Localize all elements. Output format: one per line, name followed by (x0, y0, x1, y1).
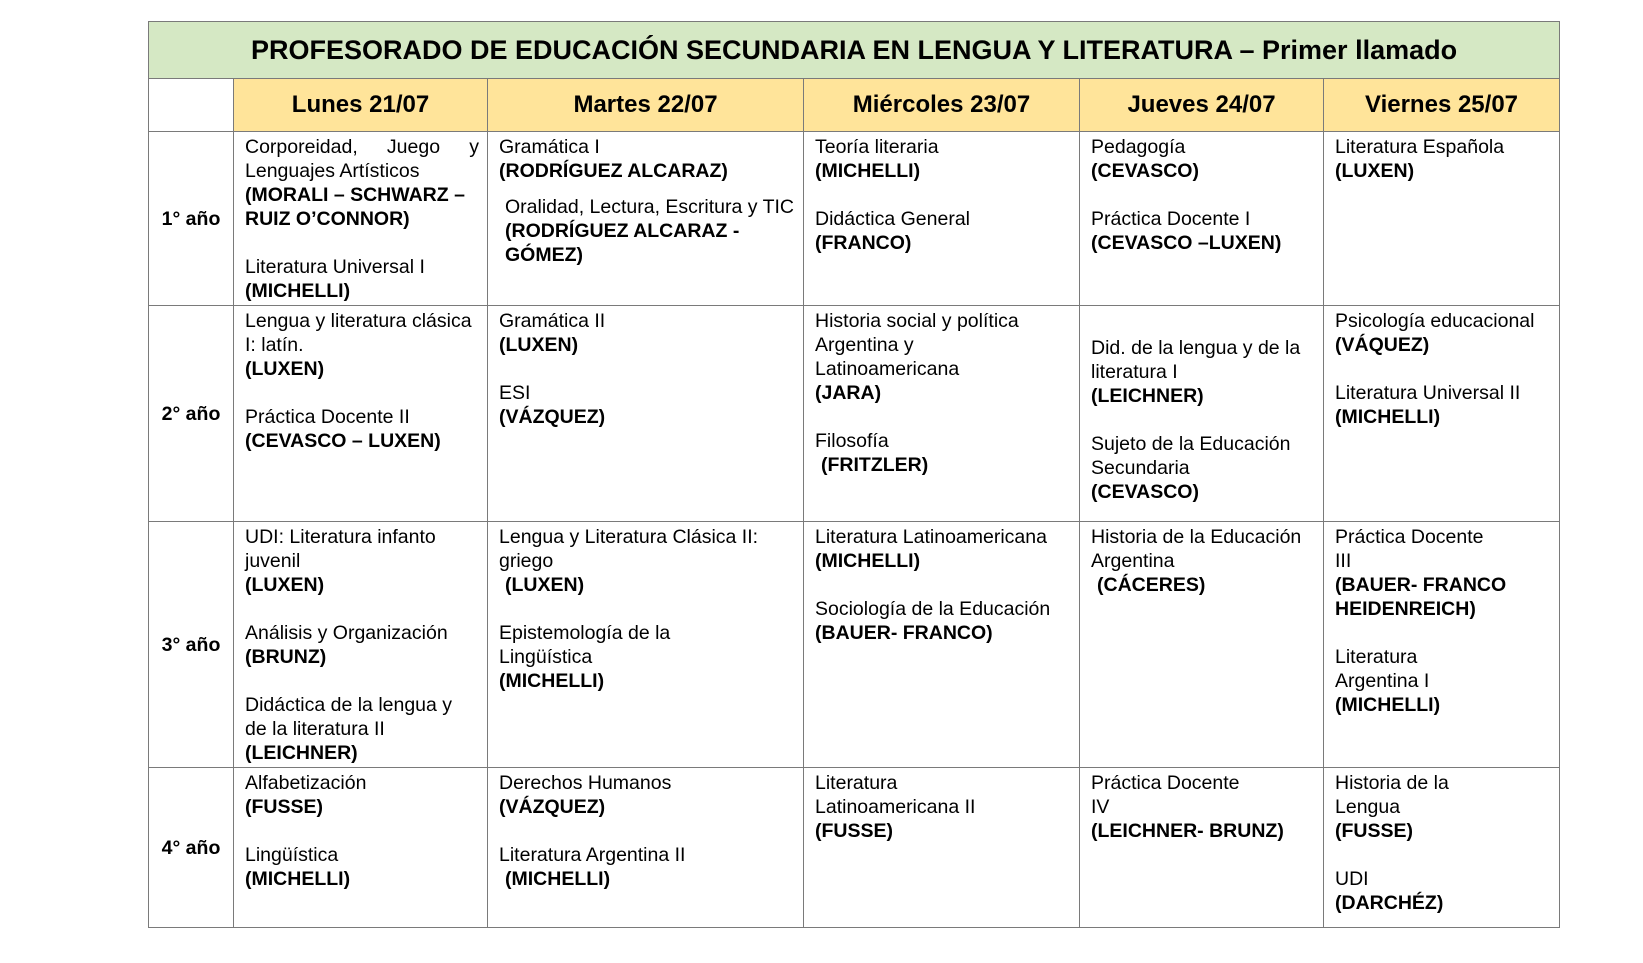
professor-name: (MICHELLI) (815, 550, 921, 572)
day-header-row (149, 79, 1560, 132)
subject-name: Psicología educacional (1335, 310, 1535, 332)
subject-name: Literatura Española (1335, 136, 1505, 158)
subject-name: Didáctica de la lengua y de la literatura II (245, 694, 453, 740)
professor-name: (MICHELLI) (245, 868, 351, 890)
subject-name: Did. de la lengua y de la literatura I (1091, 337, 1301, 383)
subject-name: Sociología de la Educación (815, 598, 1051, 620)
professor-name: (MORALI – SCHWARZ – RUIZ O’CONNOR) (245, 184, 465, 230)
professor-name: (LEICHNER) (1091, 385, 1204, 407)
schedule-cell-friday (1324, 522, 1560, 768)
professor-name: (LUXEN) (245, 574, 325, 596)
subject-name: Historia de la Lengua (1335, 772, 1449, 818)
schedule-cell-monday (234, 522, 488, 768)
year-label: 2° año (149, 306, 234, 522)
year-row-2 (149, 306, 1560, 522)
day-header-wednesday: Miércoles 23/07 (804, 79, 1080, 132)
subject-name: UDI (1335, 868, 1369, 890)
schedule-cell-thursday (1080, 132, 1324, 306)
schedule-cell-thursday (1080, 306, 1324, 522)
subject-name: Sujeto de la Educación Secundaria (1091, 433, 1291, 479)
professor-name: (DARCHÉZ) (1335, 892, 1444, 914)
professor-name: (RODRÍGUEZ ALCARAZ - GÓMEZ) (505, 220, 740, 266)
subject-name: Lengua y Literatura Clásica II: griego (499, 526, 759, 572)
professor-name: (LUXEN) (499, 334, 579, 356)
corner-cell (149, 79, 234, 132)
schedule-title: PROFESORADO DE EDUCACIÓN SECUNDARIA EN LENGUA Y LITERATURA – Primer llamado (149, 22, 1560, 79)
professor-name: (CEVASCO –LUXEN) (1091, 232, 1282, 254)
subject-name: Práctica Docente I (1091, 208, 1251, 230)
subject-name: Literatura Latinoamericana (815, 526, 1047, 548)
subject-name: Teoría literaria (815, 136, 939, 158)
professor-name: (LUXEN) (245, 358, 325, 380)
subject-name: Alfabetización (245, 772, 367, 794)
subject-name: Práctica Docente III (1335, 526, 1484, 572)
subject-name: Gramática II (499, 310, 606, 332)
schedule-cell-tuesday (488, 132, 804, 306)
schedule-cell-monday (234, 306, 488, 522)
professor-name: (FUSSE) (815, 820, 893, 842)
subject-name: Literatura Universal I (245, 256, 425, 278)
schedule-cell-friday (1324, 768, 1560, 928)
professor-name: (VÁZQUEZ) (499, 796, 606, 818)
professor-name: (MICHELLI) (1335, 694, 1441, 716)
schedule-cell-wednesday (804, 768, 1080, 928)
schedule-cell-friday (1324, 306, 1560, 522)
schedule-cell-monday (234, 768, 488, 928)
professor-name: (FRANCO) (815, 232, 912, 254)
professor-name: (LUXEN) (1335, 160, 1415, 182)
subject-name: Oralidad, Lectura, Escritura y TIC (505, 196, 794, 218)
year-label: 1° año (149, 132, 234, 306)
schedule-cell-wednesday (804, 306, 1080, 522)
subject-name: Lengua y literatura clásica I: latín. (245, 310, 472, 356)
subject-name: Historia de la Educación Argentina (1091, 526, 1302, 572)
subject-name: Pedagogía (1091, 136, 1186, 158)
schedule-cell-wednesday (804, 132, 1080, 306)
subject-name: UDI: Literatura infanto juvenil (245, 526, 436, 572)
subject-name: ESI (499, 382, 531, 404)
year-row-1 (149, 132, 1560, 306)
professor-name: (MICHELLI) (815, 160, 921, 182)
professor-name: (LEICHNER) (245, 742, 358, 764)
professor-name: (MICHELLI) (245, 280, 351, 302)
professor-name: (MICHELLI) (505, 868, 611, 890)
professor-name: (CEVASCO) (1091, 481, 1199, 503)
year-label: 4° año (149, 768, 234, 928)
subject-name: Práctica Docente IV (1091, 772, 1240, 818)
subject-name: Literatura Universal II (1335, 382, 1521, 404)
professor-name: (BRUNZ) (245, 646, 327, 668)
day-header-tuesday: Martes 22/07 (488, 79, 804, 132)
year-row-4 (149, 768, 1560, 928)
subject-name: Corporeidad, Juego y Lenguajes Artísticos (245, 136, 479, 182)
schedule-cell-monday (234, 132, 488, 306)
schedule-cell-wednesday (804, 522, 1080, 768)
title-row (149, 22, 1560, 79)
professor-name: (LEICHNER- BRUNZ) (1091, 820, 1284, 842)
subject-name: Epistemología de la Lingüística (499, 622, 671, 668)
professor-name: (CEVASCO) (1091, 160, 1199, 182)
professor-name: (LUXEN) (505, 574, 585, 596)
professor-name: (MICHELLI) (499, 670, 605, 692)
schedule-cell-tuesday (488, 522, 804, 768)
schedule-cell-thursday (1080, 768, 1324, 928)
professor-name: (BAUER- FRANCO HEIDENREICH) (1335, 574, 1507, 620)
schedule-table (148, 21, 1560, 928)
subject-name: Historia social y política Argentina y Latinoamericana (815, 310, 1019, 380)
subject-name: Análisis y Organización (245, 622, 448, 644)
schedule-cell-friday (1324, 132, 1560, 306)
subject-name: Literatura Latinoamericana II (815, 772, 976, 818)
schedule-cell-thursday (1080, 522, 1324, 768)
professor-name: (BAUER- FRANCO) (815, 622, 993, 644)
professor-name: (FUSSE) (245, 796, 323, 818)
subject-name: Literatura Argentina I (1335, 646, 1430, 692)
subject-name: Filosofía (815, 430, 889, 452)
professor-name: (FUSSE) (1335, 820, 1413, 842)
subject-name: Práctica Docente II (245, 406, 410, 428)
subject-name: Lingüística (245, 844, 339, 866)
schedule-cell-tuesday (488, 768, 804, 928)
day-header-thursday: Jueves 24/07 (1080, 79, 1324, 132)
professor-name: (VÁZQUEZ) (499, 406, 606, 428)
subject-name: Didáctica General (815, 208, 970, 230)
professor-name: (CEVASCO – LUXEN) (245, 430, 441, 452)
subject-name: Derechos Humanos (499, 772, 672, 794)
subject-name: Gramática I (499, 136, 600, 158)
professor-name: (MICHELLI) (1335, 406, 1441, 428)
day-header-monday: Lunes 21/07 (234, 79, 488, 132)
year-row-3 (149, 522, 1560, 768)
professor-name: (RODRÍGUEZ ALCARAZ) (499, 160, 728, 182)
professor-name: (FRITZLER) (821, 454, 929, 476)
professor-name: (VÁQUEZ) (1335, 334, 1430, 356)
year-label: 3° año (149, 522, 234, 768)
professor-name: (JARA) (815, 382, 882, 404)
professor-name: (CÁCERES) (1097, 574, 1206, 596)
subject-name: Literatura Argentina II (499, 844, 686, 866)
schedule-cell-tuesday (488, 306, 804, 522)
day-header-friday: Viernes 25/07 (1324, 79, 1560, 132)
